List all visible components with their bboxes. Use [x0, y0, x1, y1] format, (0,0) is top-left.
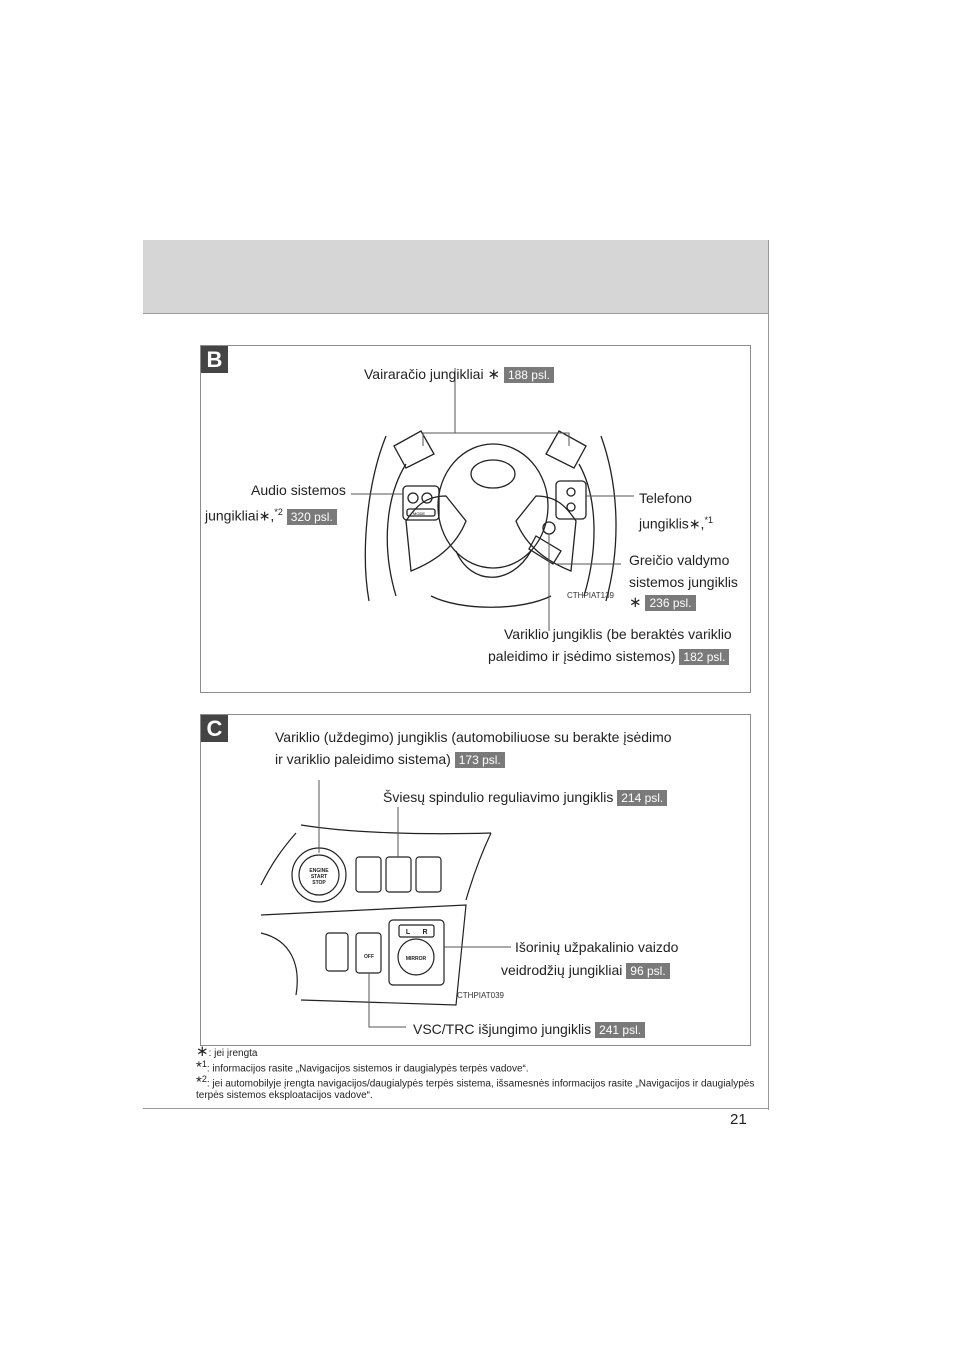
page-ref-214[interactable]: 214 psl. [617, 790, 667, 806]
paddle-right [546, 431, 586, 468]
dash-edge-left [261, 833, 296, 885]
mirror-r-text: R [422, 929, 428, 936]
vsc-off-switch [356, 933, 381, 973]
panel-dashboard-switches [200, 714, 751, 1046]
panel-steering-wheel [200, 345, 751, 693]
label-engine: paleidimo ir įsėdimo sistemos) 182 psl. [488, 646, 729, 666]
page-ref-182[interactable]: 182 psl. [679, 649, 729, 665]
phone-button-b [567, 503, 575, 511]
wheel-emblem [471, 460, 515, 488]
label-headlight: Šviesų spindulio reguliavimo jungiklis 214 psl. [383, 787, 667, 807]
engine-text: ENGINE [309, 868, 329, 874]
mirror-lr-selector [399, 925, 434, 937]
headlight-switch [386, 857, 411, 892]
wheel-rim-right [601, 436, 616, 601]
label-cruise-line1: Greičio valdymo [629, 552, 730, 568]
mirror-l-text: L [405, 929, 411, 936]
figure-code-b: CTHPIAT139 [567, 591, 614, 600]
label-phone: jungiklis∗,$^{*1}$ [639, 515, 713, 532]
page-ref-188[interactable]: 188 psl. [504, 367, 554, 383]
label-ignition: ir variklio paleidimo sistema) 173 psl. [275, 749, 505, 769]
audio-knob-a [408, 493, 418, 503]
footnotes [196, 1043, 756, 1101]
switch-blank-2 [416, 857, 441, 892]
switch-blank-3 [326, 933, 348, 971]
label-mirror: veidrodžių jungikliai 96 psl. [501, 960, 670, 980]
page-ref-320[interactable]: 320 psl. [287, 509, 337, 525]
header-band [143, 240, 768, 313]
footer-divider [143, 1108, 769, 1109]
label-steering-switches: Vairaračio jungikliai ∗ 188 psl. [364, 364, 554, 385]
off-text: OFF [364, 954, 374, 960]
leader-vsc [369, 973, 406, 1027]
figure-code-c: CTHPIAT039 [457, 991, 504, 1000]
switch-blank-1 [356, 857, 381, 892]
section-letter-b: B [201, 346, 228, 373]
dash-right-edge [466, 833, 491, 900]
header-divider [143, 313, 768, 314]
cruise-stalk [529, 536, 561, 564]
page-ref-96[interactable]: 96 psl. [626, 963, 669, 979]
page-ref-241[interactable]: 241 psl. [595, 1022, 645, 1038]
footnote-1: ∗: jei įrengta [196, 1043, 258, 1060]
dash-top-edge [301, 825, 491, 834]
page-ref-236[interactable]: 236 psl. [645, 595, 695, 611]
label-cruise-line2: sistemos jungiklis [629, 574, 738, 590]
label-audio: jungikliai∗,$^{*2}$ 320 psl. [205, 502, 337, 526]
phone-button-a [567, 488, 575, 496]
label-cruise-page: ∗ 236 psl. [629, 592, 696, 613]
label-ignition-line1: Variklio (uždegimo) jungiklis (automobiliuose su berakte įsėdimo [275, 729, 672, 745]
label-engine-line1: Variklio jungiklis (be beraktės variklio [504, 626, 732, 642]
label-phone-line1: Telefono [639, 490, 692, 506]
wheel-rim-inner-left [387, 464, 406, 596]
start-text: START [310, 874, 328, 880]
label-vsc: VSC/TRC išjungimo jungiklis 241 psl. [413, 1019, 645, 1039]
wheel-spoke-left [406, 496, 466, 571]
mode-text: MODE [413, 511, 425, 516]
mirror-text: MIRROR [405, 956, 427, 962]
stop-text: STOP [312, 880, 326, 886]
footnote-3: *2: jei automobilyje įrengta navigacijos/daugialypės terpės sistema, išsamesnės informacijos rasite „Navigacijos ir daugialypės terpės sistemos eksploatacijos vadove“. [196, 1073, 755, 1101]
page-ref-173[interactable]: 173 psl. [455, 752, 505, 768]
page-number: 21 [730, 1111, 747, 1128]
wheel-rim-left [365, 436, 386, 601]
wheel-lower-spoke [456, 551, 531, 577]
wheel-bottom [431, 596, 551, 607]
label-mirror-line1: Išorinių užpakalinio vaizdo [515, 939, 679, 955]
footnote-2: *1: informacijos rasite „Navigacijos sistemos ir daugialypės terpės vadove“. [196, 1058, 529, 1076]
wheel-rim-inner-right [579, 464, 594, 596]
section-letter-c: C [201, 715, 228, 742]
label-audio-line1: Audio sistemos [251, 482, 346, 498]
paddle-left [394, 431, 434, 468]
dash-curve-left [261, 933, 297, 995]
page-margin-line [768, 240, 769, 1110]
